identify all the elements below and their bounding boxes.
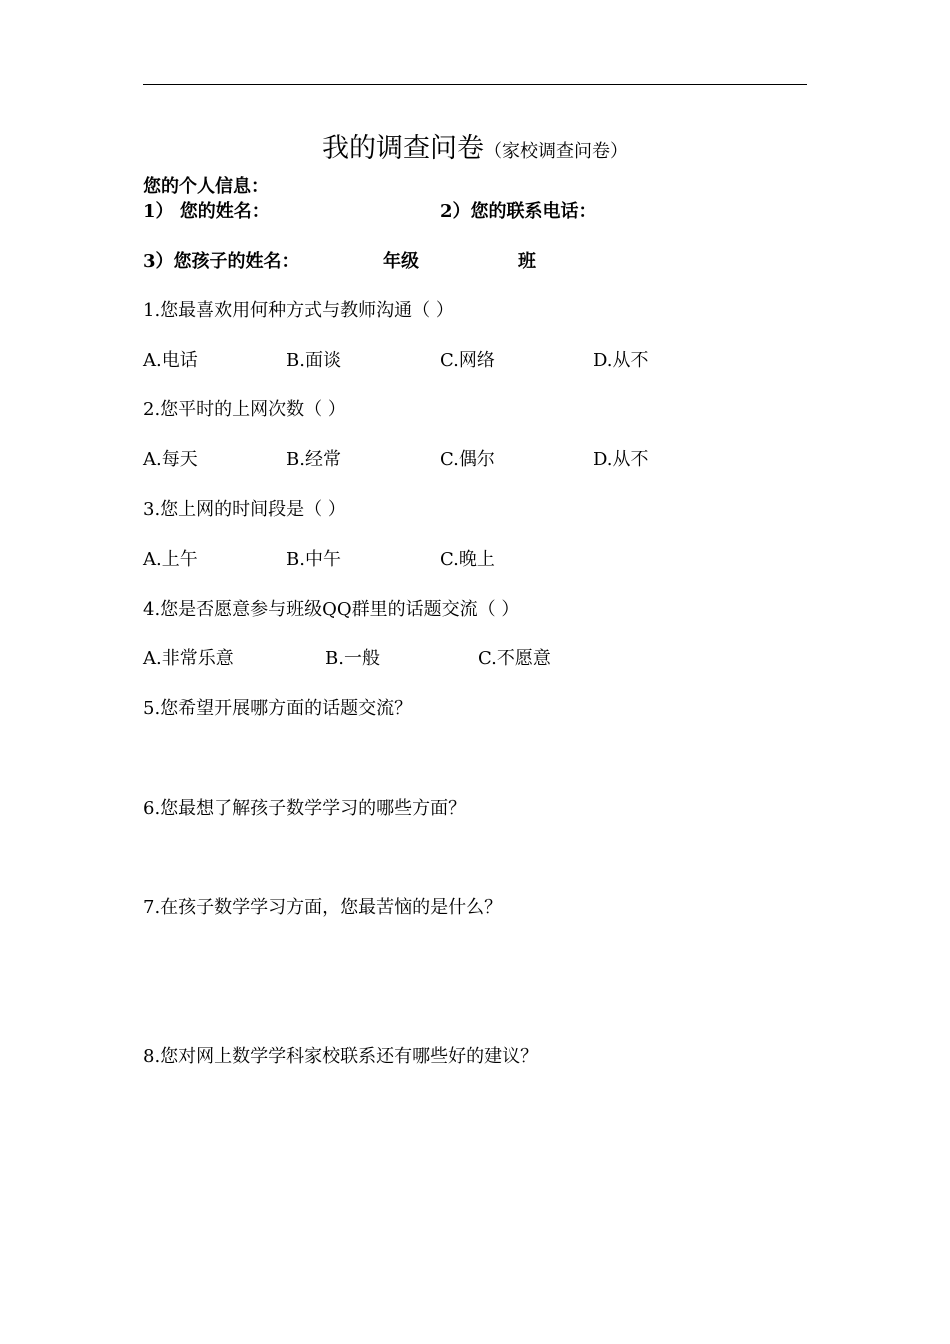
question-4: 4.您是否愿意参与班级QQ群里的话题交流（ ） [143,599,520,620]
class-label: 班 [518,251,536,272]
q1-option-c: C.网络 [440,350,495,371]
question-7: 7.在孩子数学学习方面，您最苦恼的是什么？ [143,897,503,918]
q2-option-d: D.从不 [593,449,649,470]
page-title [0,135,950,162]
child-name-label: 3）您孩子的姓名： [143,251,300,272]
q3-option-a: A.上午 [143,549,198,570]
name-label: 1） 您的姓名： [143,201,270,222]
question-6: 6.您最想了解孩子数学学习的哪些方面？ [143,798,467,819]
q2-option-b: B.经常 [286,449,341,470]
question-3: 3.您上网的时间段是（ ） [143,499,346,520]
personal-info-heading: 您的个人信息： [143,176,269,197]
q1-option-b: B.面谈 [286,350,341,371]
title-sub: （家校调查问卷） [484,141,628,162]
title-main: 我的调查问卷 [322,133,484,164]
phone-label: 2）您的联系电话： [440,201,597,222]
question-1: 1.您最喜欢用何种方式与教师沟通（ ） [143,300,454,321]
question-8: 8.您对网上数学学科家校联系还有哪些好的建议？ [143,1046,539,1067]
q2-option-c: C.偶尔 [440,449,495,470]
q4-option-a: A.非常乐意 [143,648,234,669]
question-2: 2.您平时的上网次数（ ） [143,399,346,420]
q1-option-a: A.电话 [143,350,198,371]
q4-option-c: C.不愿意 [478,648,551,669]
header-rule [143,84,807,85]
question-5: 5.您希望开展哪方面的话题交流？ [143,698,413,719]
q3-option-c: C.晚上 [440,549,495,570]
q1-option-d: D.从不 [593,350,649,371]
q3-option-b: B.中午 [286,549,341,570]
grade-label: 年级 [383,251,419,272]
q2-option-a: A.每天 [143,449,198,470]
q4-option-b: B.一般 [325,648,380,669]
